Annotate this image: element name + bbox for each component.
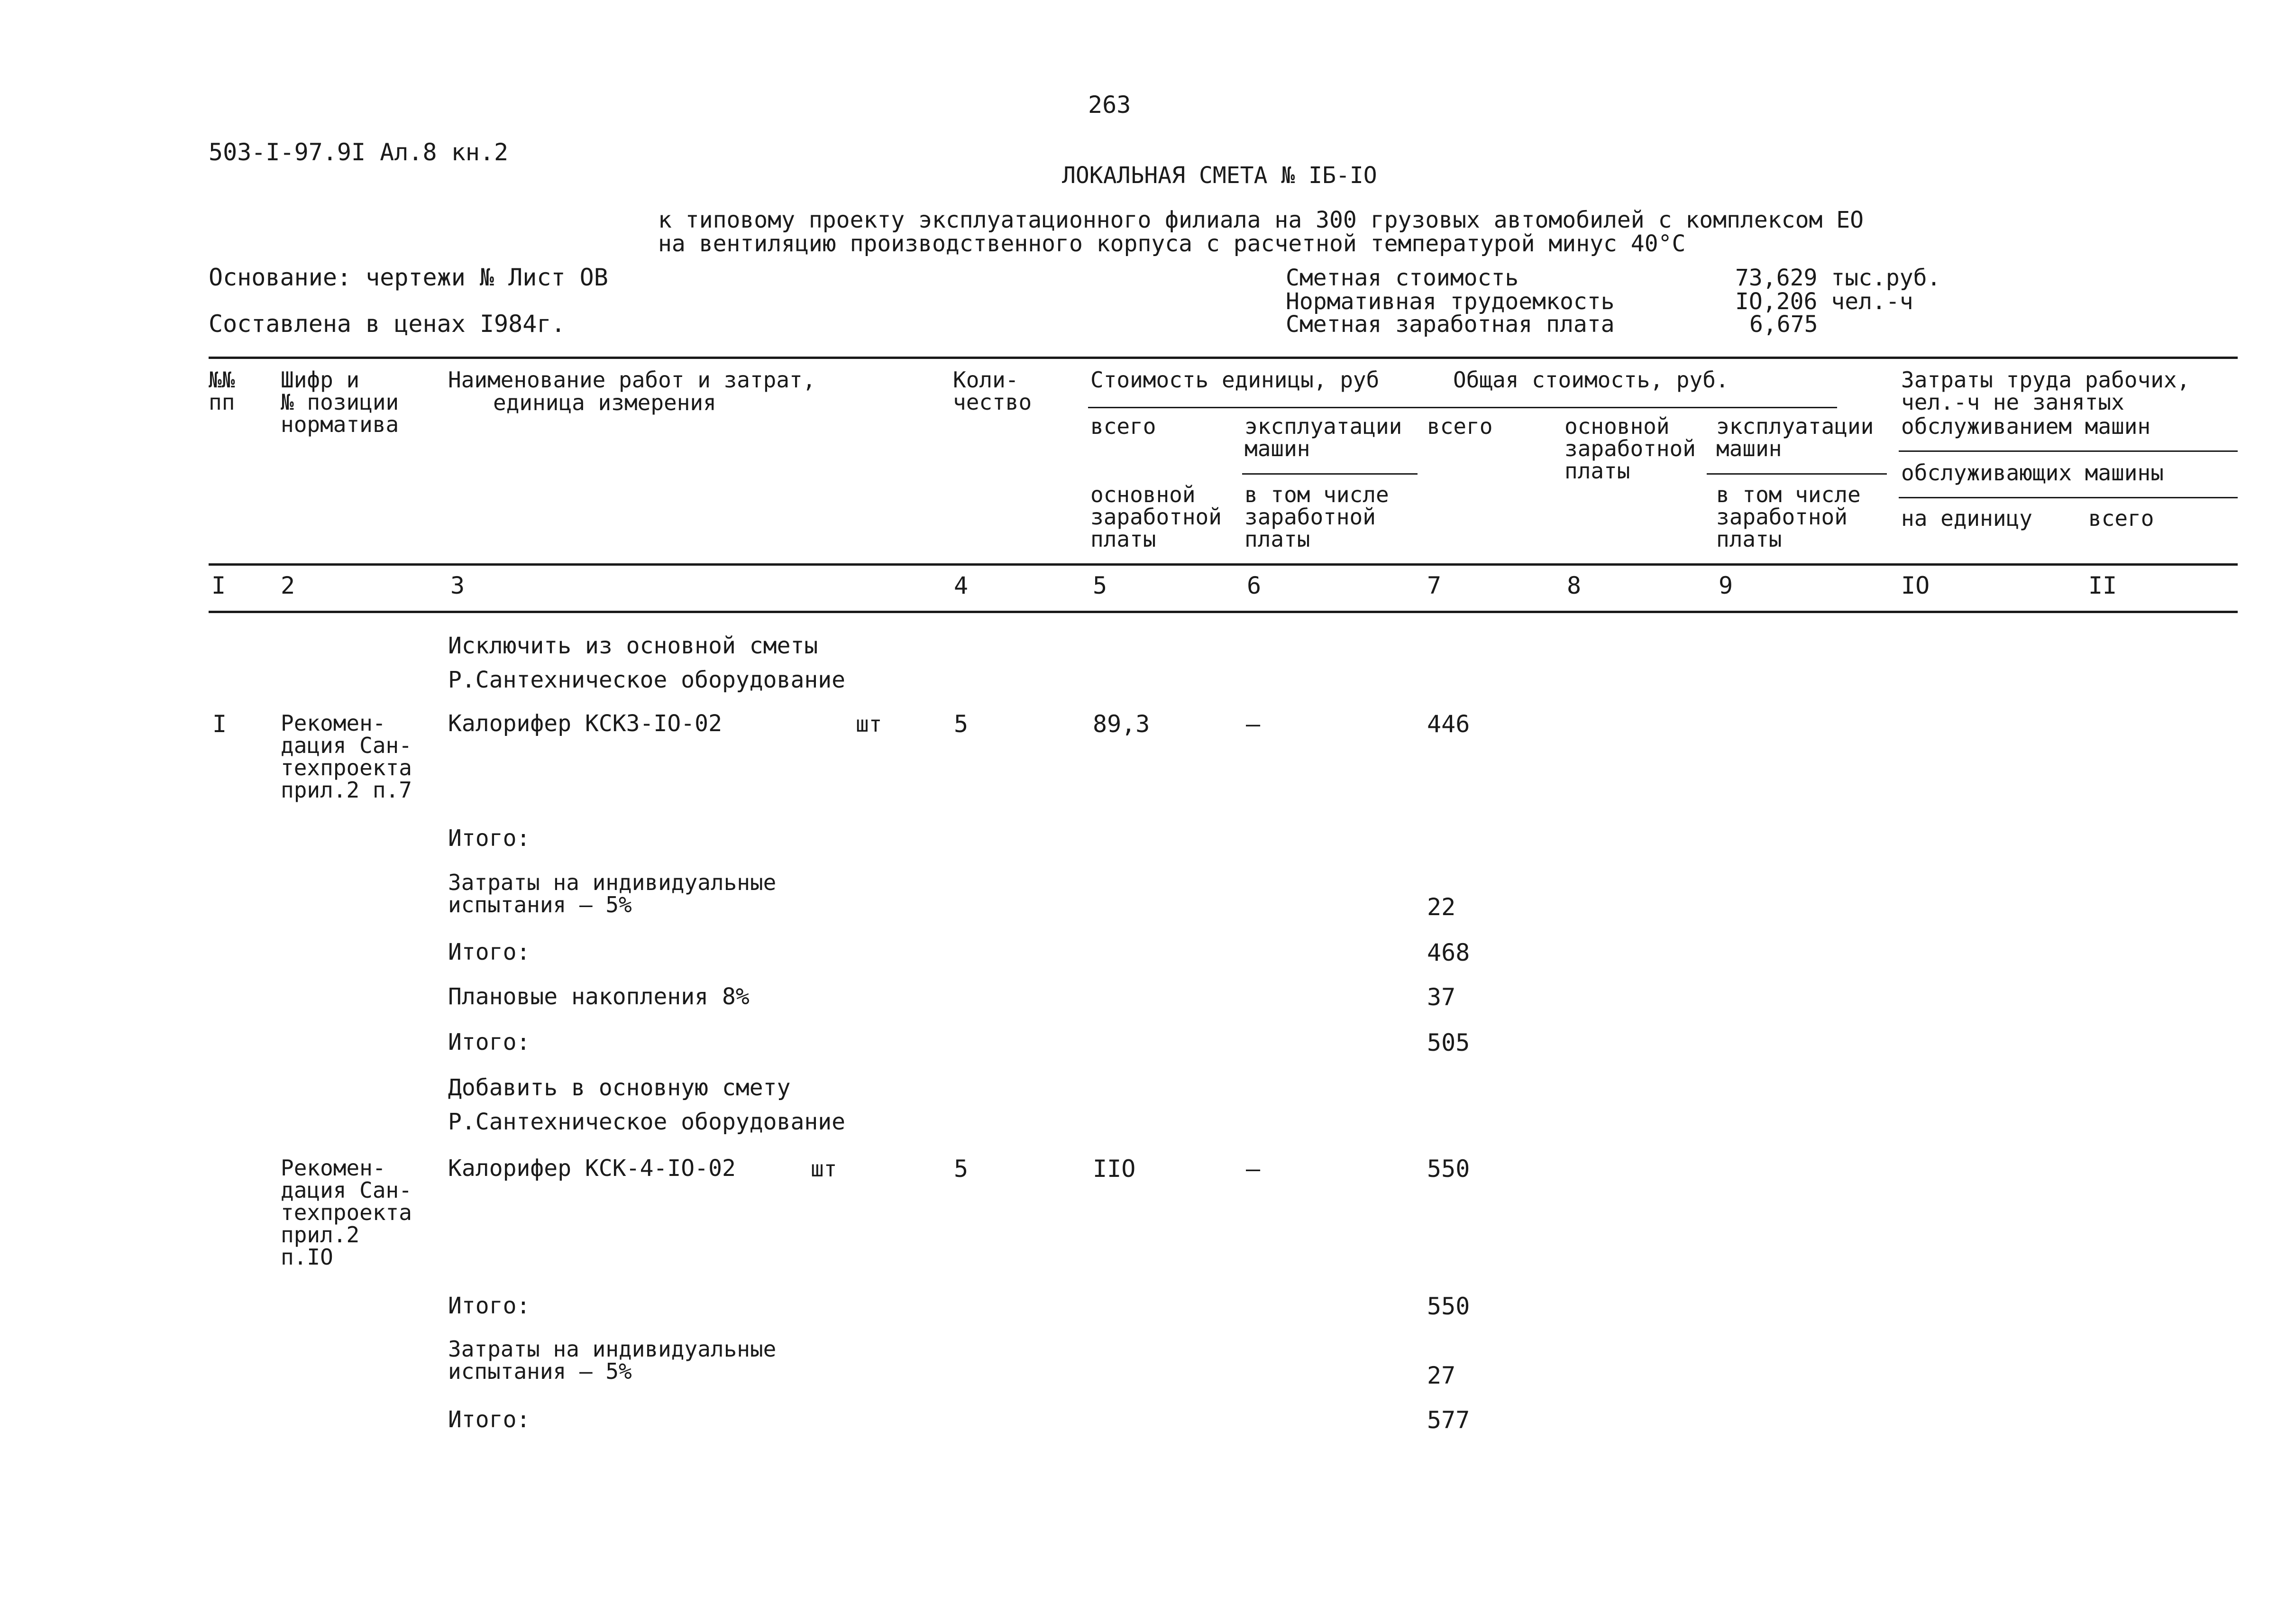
table-numbers-rule [209, 611, 2238, 613]
item-unit-price: IIО [1093, 1155, 1136, 1183]
item-quantity: 5 [954, 1155, 969, 1183]
column-number: 2 [281, 572, 295, 599]
header-unit-total: всего [1090, 413, 1156, 439]
rule-under-unit-machines [1242, 473, 1418, 475]
summary-labor-value: IO,206 чел.-ч [1735, 288, 1913, 315]
column-number: 5 [1093, 572, 1107, 599]
item-total: 550 [1427, 1155, 1470, 1183]
rule-under-labor-2 [1899, 497, 2238, 498]
item-code-line: дация Сан- [281, 1177, 412, 1203]
column-number: 3 [450, 572, 465, 599]
testing-costs-line: Затраты на индивидуальные [448, 1336, 777, 1362]
column-number: 7 [1427, 572, 1442, 599]
header-total-machines-line: эксплуатации [1716, 413, 1874, 439]
header-unit-cost: Стоимость единицы, руб [1090, 367, 1380, 393]
testing-costs-label [448, 872, 776, 916]
summary-cost-value: 73,629 тыс.руб. [1735, 265, 1941, 291]
column-number: IO [1901, 572, 1930, 599]
column-number: II [2088, 572, 2117, 599]
subtitle-line-2: на вентиляцию производственного корпуса с расчетной температурой минус 40°С [658, 230, 1686, 257]
header-name-line-2: единица измерения [493, 390, 716, 415]
testing-costs-line: Затраты на индивидуальные [448, 870, 777, 895]
header-unit-wages-line: основной [1090, 482, 1196, 507]
subtitle-line-1: к типовому проекту эксплуатационного филиала на 300 грузовых автомобилей с комплексом ЕО [658, 207, 1864, 233]
header-labor [1901, 369, 2190, 413]
item-machine-cost: – [1246, 1155, 1261, 1183]
testing-costs-line: испытания – 5% [448, 1358, 632, 1384]
item-unit: шт [856, 711, 882, 737]
header-code-line: норматива [281, 411, 399, 437]
planned-savings-value: 37 [1427, 983, 1456, 1011]
item-code [281, 1157, 412, 1268]
header-row-number-line: №№ [209, 367, 235, 393]
header-unit-machine-wages-line: в том числе [1244, 482, 1389, 507]
item-code-line: дация Сан- [281, 732, 412, 758]
subtotal-label: Итого: [448, 1029, 531, 1055]
basis-text: Основание: чертежи № Лист ОВ [209, 264, 608, 291]
subtotal-value: 468 [1427, 939, 1470, 966]
header-labor-line: Затраты труда рабочих, [1901, 367, 2190, 393]
item-name: Калорифер КСКЗ-IО-02 [448, 710, 722, 737]
prices-text: Составлена в ценах I984г. [209, 310, 566, 338]
header-labor-serving: обслуживающих машины [1901, 460, 2164, 486]
header-total-wages [1564, 415, 1696, 482]
page-number: 263 [1088, 91, 1131, 119]
subtotal-label: Итого: [448, 825, 531, 852]
header-unit-machine-wages-line: платы [1244, 526, 1310, 552]
header-quantity [953, 369, 1032, 413]
subtotal-label: Итого: [448, 1293, 531, 1319]
header-name-line-1: Наименование работ и затрат, [448, 367, 816, 393]
header-unit-wages-line: заработной [1090, 504, 1222, 530]
column-number: 4 [954, 572, 969, 599]
rule-under-cost-groups [1088, 407, 1837, 408]
subtotal-label: Итого: [448, 939, 531, 965]
column-number: 8 [1567, 572, 1582, 599]
table-top-rule [209, 357, 2238, 359]
header-unit-machine-wages [1244, 484, 1389, 551]
item-code-line: прил.2 п.7 [281, 777, 412, 803]
header-total-machines [1716, 415, 1874, 460]
subtotal-value: 577 [1427, 1406, 1470, 1434]
header-unit-machines-line: эксплуатации [1244, 413, 1402, 439]
rule-under-total-machines [1707, 473, 1887, 475]
header-unit-wages [1090, 484, 1222, 551]
testing-costs-line: испытания – 5% [448, 891, 632, 918]
testing-costs-value: 22 [1427, 893, 1456, 921]
item-quantity: 5 [954, 710, 969, 738]
section-heading: Р.Сантехническое оборудование [448, 667, 846, 693]
header-total-wages-line: заработной [1564, 435, 1696, 461]
header-total-wages-line: платы [1564, 458, 1630, 484]
item-code-line: Рекомен- [281, 1155, 386, 1181]
header-total-machines-line: машин [1716, 435, 1782, 461]
summary-wage-label: Сметная заработная плата [1286, 311, 1615, 338]
header-code [281, 369, 399, 436]
section-heading: Р.Сантехническое оборудование [448, 1109, 846, 1135]
item-unit-price: 89,3 [1093, 710, 1150, 738]
header-code-line: Шифр и [281, 367, 360, 393]
subtotal-label: Итого: [448, 1406, 531, 1433]
column-number: 9 [1719, 572, 1733, 599]
rule-under-labor-1 [1899, 450, 2238, 452]
header-unit-wages-line: платы [1090, 526, 1156, 552]
item-code-line: прил.2 [281, 1221, 360, 1248]
document-code: 503-I-97.9I Ал.8 кн.2 [209, 138, 509, 166]
header-labor-total: всего [2088, 505, 2154, 531]
header-per-unit: на единицу [1901, 505, 2032, 531]
summary-labor-label: Нормативная трудоемкость [1286, 288, 1615, 315]
header-total-machine-wages [1716, 484, 1861, 551]
planned-savings-label: Плановые накопления 8% [448, 983, 750, 1010]
header-grand-total: всего [1427, 413, 1493, 439]
document-title: ЛОКАЛЬНАЯ СМЕТА № IБ-IО [1062, 162, 1377, 189]
exclude-heading: Исключить из основной сметы [448, 633, 818, 659]
header-total-cost: Общая стоимость, руб. [1453, 367, 1729, 393]
header-labor-line: чел.-ч не занятых [1901, 389, 2124, 415]
item-code [281, 712, 412, 801]
header-total-machine-wages-line: платы [1716, 526, 1782, 552]
testing-costs-label [448, 1338, 776, 1383]
item-number: I [212, 710, 227, 738]
item-unit: шт [811, 1156, 837, 1182]
header-quantity-line: Коли- [953, 367, 1019, 393]
column-number: I [211, 572, 226, 599]
item-total: 446 [1427, 710, 1470, 738]
add-heading: Добавить в основную смету [448, 1074, 791, 1101]
item-code-line: Рекомен- [281, 710, 386, 736]
summary-cost-label: Сметная стоимость [1286, 265, 1519, 291]
summary-wage-value: 6,675 [1749, 311, 1818, 338]
item-code-line: техпроекта [281, 754, 412, 780]
table-header-rule [209, 563, 2238, 566]
item-machine-cost: – [1246, 710, 1261, 738]
header-total-machine-wages-line: в том числе [1716, 482, 1861, 507]
header-unit-machines [1244, 415, 1402, 460]
header-labor-not-serving: обслуживанием машин [1901, 413, 2151, 439]
item-code-line: п.IО [281, 1244, 333, 1270]
item-code-line: техпроекта [281, 1199, 412, 1225]
testing-costs-value: 27 [1427, 1362, 1456, 1389]
header-total-machine-wages-line: заработной [1716, 504, 1848, 530]
header-row-number [209, 369, 235, 413]
subtotal-value: 505 [1427, 1029, 1470, 1056]
column-number: 6 [1247, 572, 1262, 599]
item-name: Калорифер КСК-4-IО-02 [448, 1155, 736, 1182]
header-unit-machine-wages-line: заработной [1244, 504, 1376, 530]
header-quantity-line: чество [953, 389, 1032, 415]
header-unit-machines-line: машин [1244, 435, 1310, 461]
header-code-line: № позиции [281, 389, 399, 415]
header-row-number-line: пп [209, 389, 235, 415]
header-total-wages-line: основной [1564, 413, 1670, 439]
subtotal-value: 550 [1427, 1293, 1470, 1320]
